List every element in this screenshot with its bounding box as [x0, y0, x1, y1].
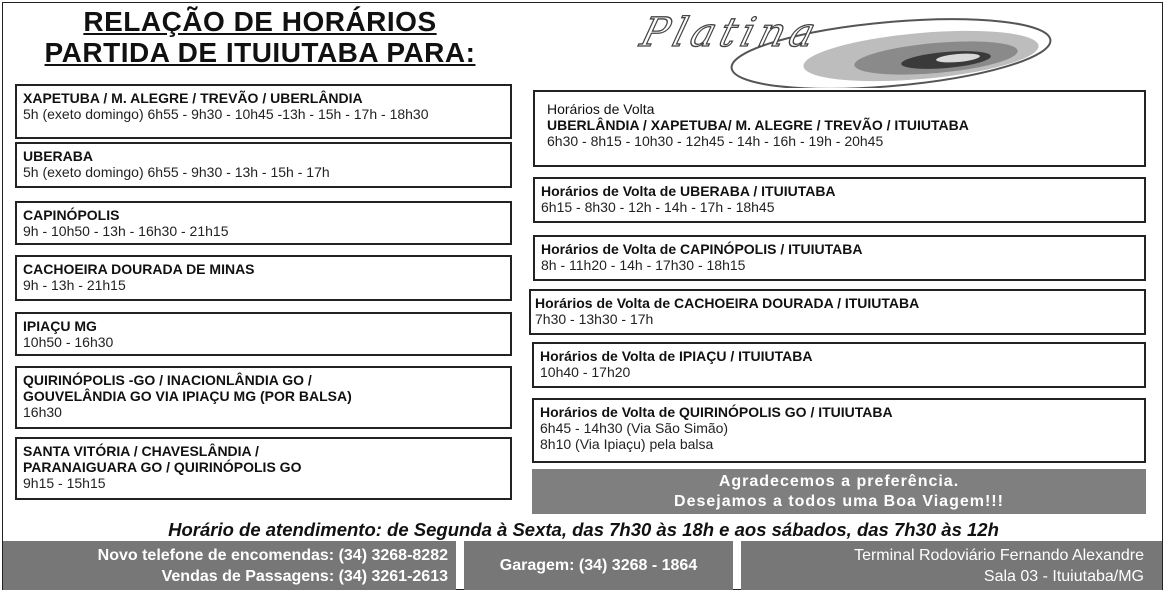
return-label: Horários de Volta [547, 101, 655, 117]
return-times: 10h40 - 17h20 [540, 364, 631, 380]
return-times: 8h10 (Via Ipiaçu) pela balsa [540, 436, 714, 452]
business-hours: Horário de atendimento: de Segunda à Sexta, das 7h30 às 18h e aos sábados, das 7h30 às 12h [168, 519, 999, 540]
departure-box [15, 201, 512, 245]
departure-box [15, 84, 512, 139]
departure-route: CACHOEIRA DOURADA DE MINAS [23, 261, 255, 277]
orders-phone: Novo telefone de encomendas: (34) 3268-8282 [97, 547, 448, 564]
departure-route: QUIRINÓPOLIS -GO / INACIONLÂNDIA GO / [23, 372, 312, 388]
return-times: 6h15 - 8h30 - 12h - 14h - 17h - 18h45 [541, 199, 775, 215]
departure-times: 5h (exeto domingo) 6h55 - 9h30 - 10h45 -13h - 15h - 17h - 18h30 [23, 106, 429, 122]
garage-panel [464, 541, 733, 590]
departure-route: PARANAIGUARA GO / QUIRINÓPOLIS GO [23, 459, 302, 475]
return-times: 7h30 - 13h30 - 17h [535, 311, 654, 327]
departure-route: CAPINÓPOLIS [23, 207, 120, 223]
departure-times: 5h (exeto domingo) 6h55 - 9h30 - 13h - 15h - 17h [23, 164, 330, 180]
return-route: Horários de Volta de QUIRINÓPOLIS GO / ITUIUTABA [540, 404, 893, 420]
return-times: 6h30 - 8h15 - 10h30 - 12h45 - 14h - 16h - 19h - 20h45 [547, 133, 884, 149]
departure-route: IPIAÇU MG [23, 318, 97, 334]
terminal-name: Terminal Rodoviário Fernando Alexandre [854, 547, 1144, 564]
thanks-banner [532, 469, 1146, 514]
return-route: Horários de Volta de CAPINÓPOLIS / ITUIUTABA [541, 241, 863, 257]
page-title [20, 6, 500, 68]
departure-route: UBERABA [23, 148, 93, 164]
return-box [532, 342, 1146, 388]
platina-logo [636, 10, 1076, 88]
departure-route: GOUVELÂNDIA GO VIA IPIAÇU MG (POR BALSA) [23, 388, 352, 404]
thanks-line-2: Desejamos a todos uma Boa Viagem!!! [674, 493, 1004, 510]
departure-box [15, 366, 512, 429]
departure-times: 16h30 [23, 404, 62, 420]
title-line-1: RELAÇÃO DE HORÁRIOS [83, 6, 437, 37]
departure-route: XAPETUBA / M. ALEGRE / TREVÃO / UBERLÂNDIA [23, 90, 363, 106]
departure-box [15, 312, 512, 356]
return-box [532, 398, 1146, 463]
departure-times: 9h - 10h50 - 13h - 16h30 - 21h15 [23, 223, 229, 239]
departure-box [15, 255, 512, 301]
return-route: Horários de Volta de CACHOEIRA DOURADA / ITUIUTABA [535, 295, 920, 311]
departure-times: 10h50 - 16h30 [23, 334, 114, 350]
phone-panel [3, 541, 456, 590]
garage-phone: Garagem: (34) 3268 - 1864 [499, 557, 698, 574]
return-route: Horários de Volta de IPIAÇU / ITUIUTABA [540, 348, 813, 364]
departure-route: SANTA VITÓRIA / CHAVESLÂNDIA / [23, 443, 259, 459]
return-route: UBERLÂNDIA / XAPETUBA/ M. ALEGRE / TREVÃO / ITUIUTABA [547, 117, 969, 133]
title-line-2: PARTIDA DE ITUIUTABA PARA: [44, 37, 476, 68]
terminal-room: Sala 03 - Ituiutaba/MG [983, 568, 1144, 585]
terminal-panel [741, 541, 1162, 590]
departure-times: 9h15 - 15h15 [23, 475, 106, 491]
logo-text: Platina [635, 10, 826, 56]
thanks-line-1: Agradecemos a preferência. [718, 473, 960, 490]
tickets-phone: Vendas de Passagens: (34) 3261-2613 [161, 568, 448, 585]
return-times: 6h45 - 14h30 (Via São Simão) [540, 420, 729, 436]
return-box [529, 289, 1146, 335]
return-times: 8h - 11h20 - 14h - 17h30 - 18h15 [541, 257, 746, 273]
departure-box [15, 142, 512, 188]
departure-box [15, 437, 512, 500]
departure-times: 9h - 13h - 21h15 [23, 277, 126, 293]
return-box [533, 177, 1146, 223]
return-box [533, 90, 1146, 167]
return-route: Horários de Volta de UBERABA / ITUIUTABA [541, 183, 836, 199]
return-box [533, 235, 1146, 281]
